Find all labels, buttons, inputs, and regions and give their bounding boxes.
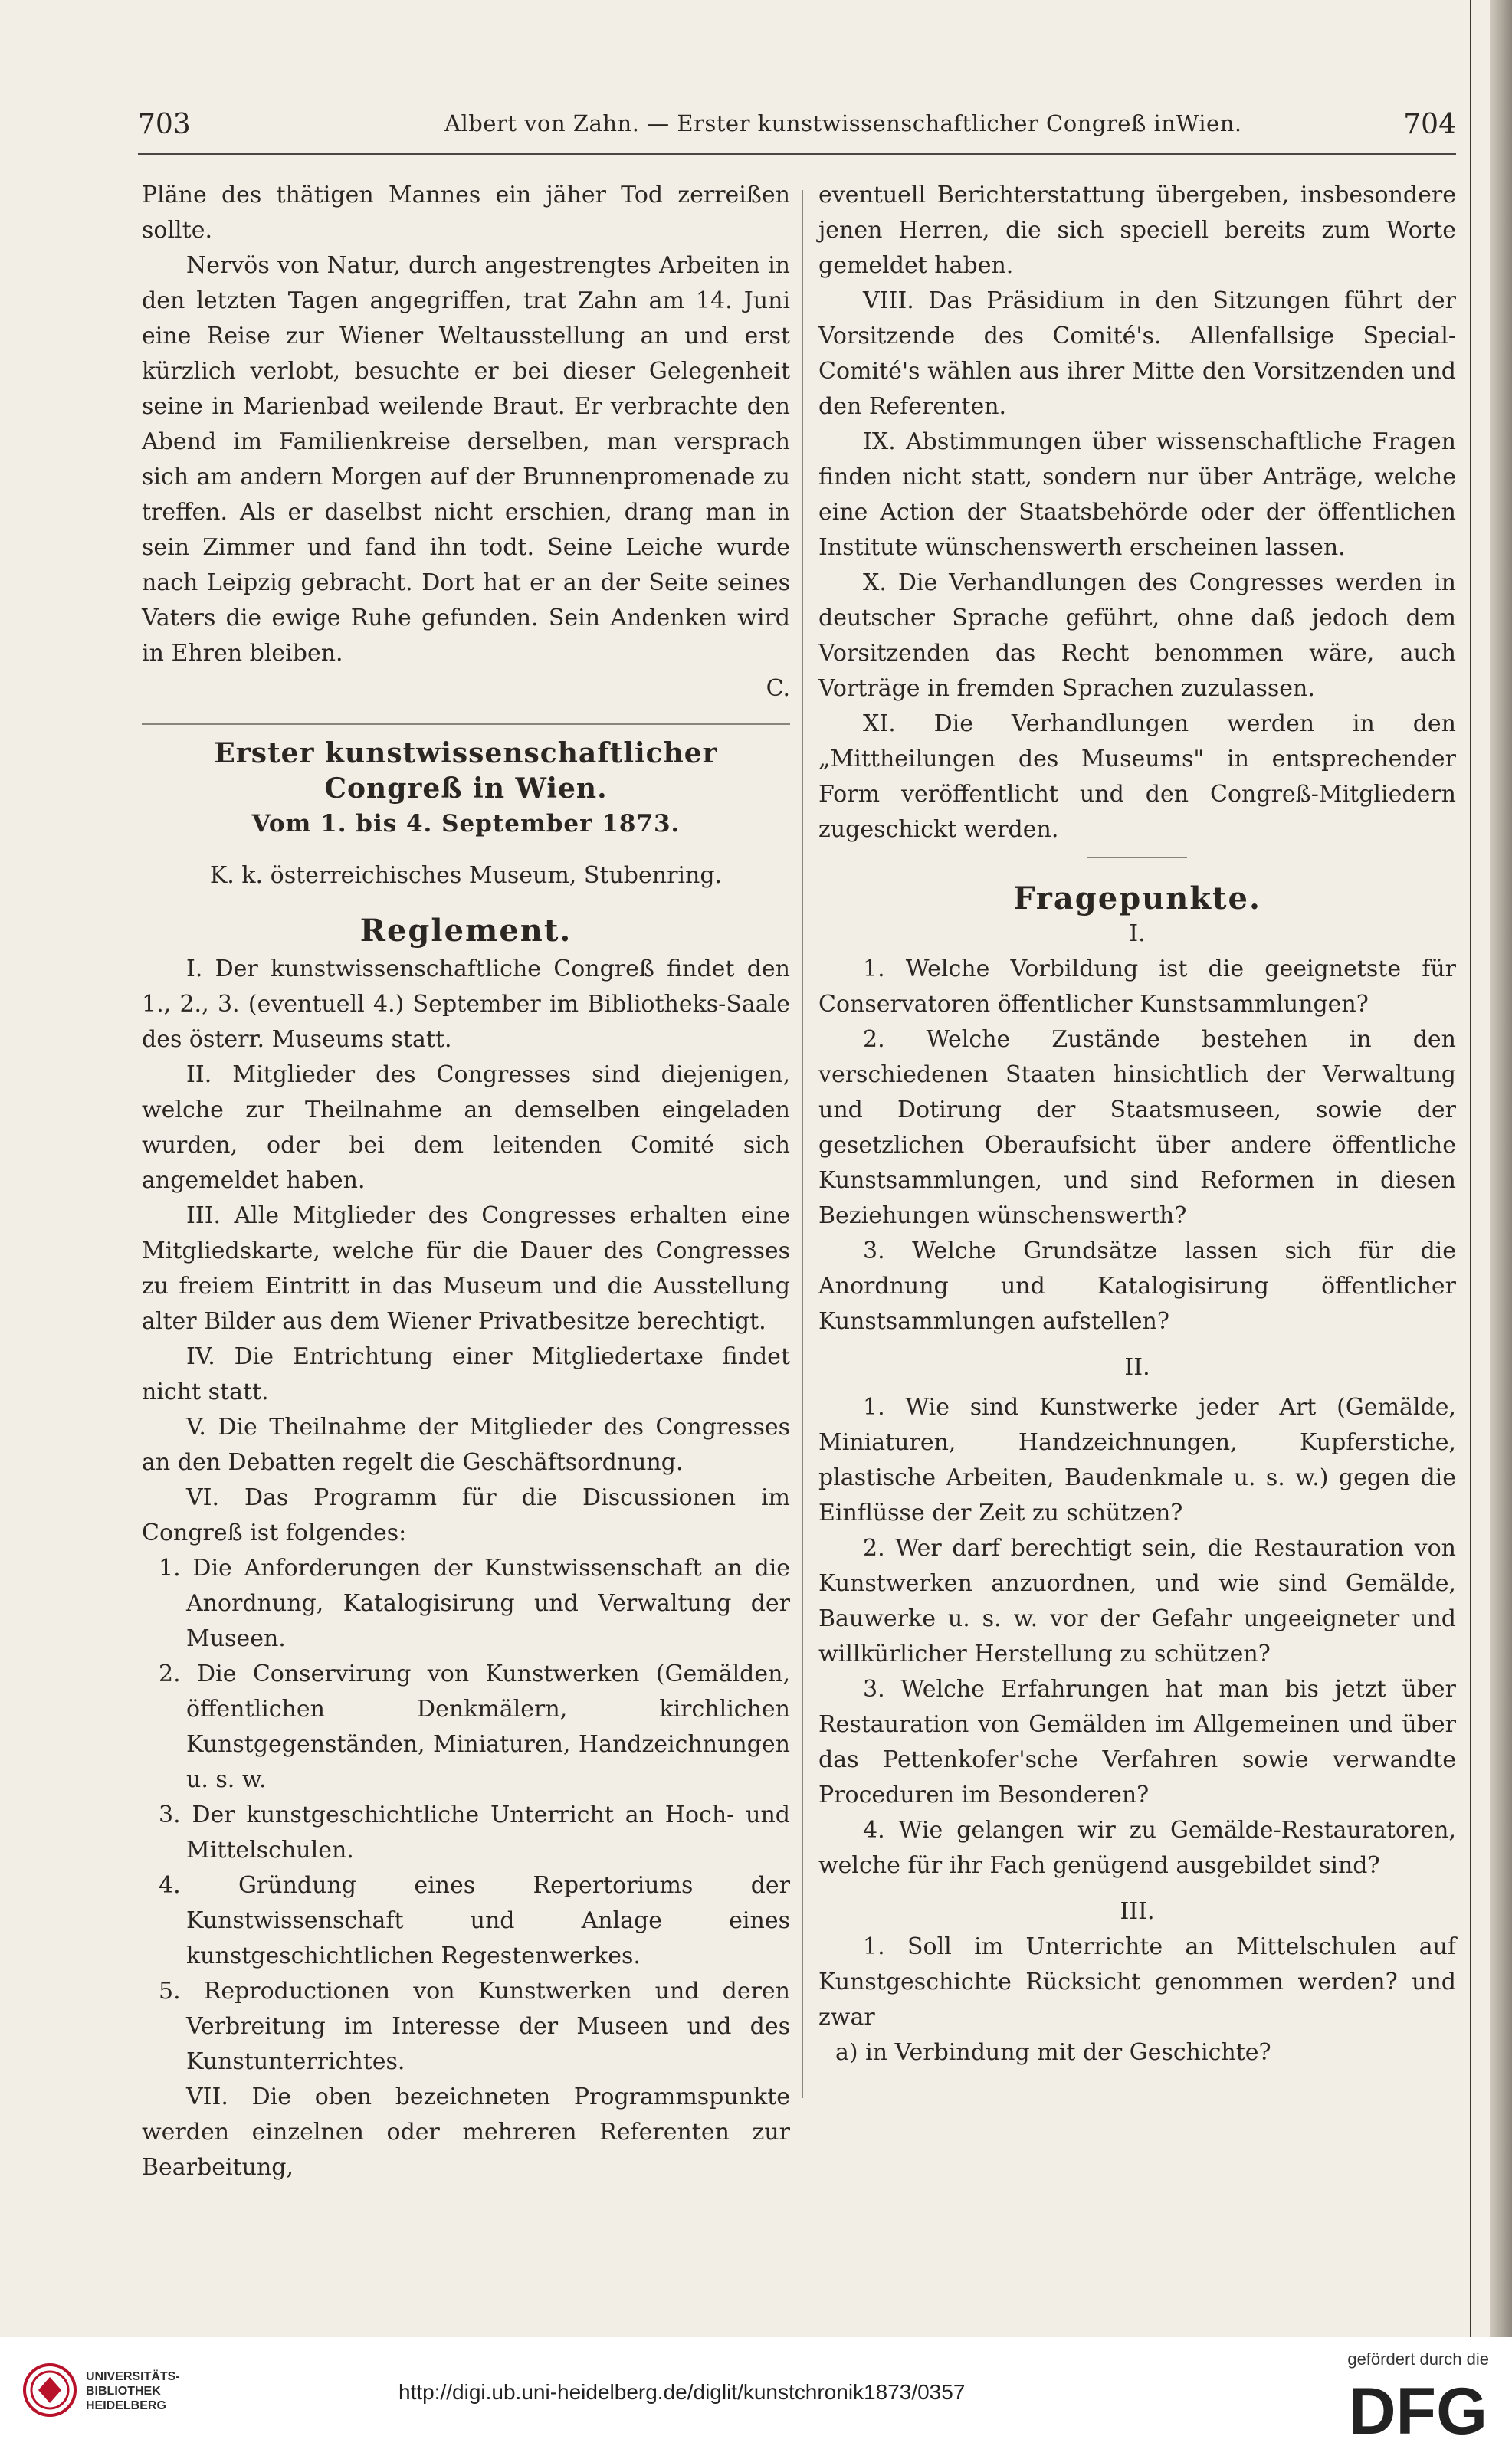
article-10: X. Die Verhandlungen des Congresses werden in deutscher Sprache geführt, ohne daß jedoch dem Vorsitzenden das Recht benommen wäre, auch Vorträge in fremden Sprachen zuzulassen.	[818, 569, 1456, 702]
article-11: XI. Die Verhandlungen werden in den „Mittheilungen des Museums" in entsprechender Form veröffentlicht und den Congreß-Mitgliedern zugeschickt werden.	[818, 710, 1456, 843]
article-3: III. Alle Mitglieder des Congresses erhalten eine Mitgliedskarte, welche für die Dauer des Congresses zu freiem Eintritt in das Museum und die Ausstellung alter Bilder aus dem Wiener Privatbesitze berechtigt.	[142, 1202, 790, 1335]
page-number-left: 703	[138, 109, 191, 140]
article-6: VI. Das Programm für die Discussionen im Congreß ist folgendes:	[142, 1484, 790, 1546]
page-gutter-line	[1470, 0, 1471, 2337]
paragraph: Nervös von Natur, durch angestrengtes Arbeiten in den letzten Tagen angegriffen, trat Zahn am 14. Juni eine Reise zur Wiener Weltausstellung an und erst kürzlich verlobt, besuchte er bei dieser Gelegenheit seine in Marienbad weilende Braut. Er verbrachte den Abend im Familienkreise derselben, man versprach sich am andern Morgen auf der Brunnenpromenade zu treffen. Als er daselbst nicht erschien, drang man in sein Zimmer und fand ihn todt. Seine Leiche wurde nach Leipzig gebracht. Dort hat er an der Seite seines Vaters die ewige Ruhe gefunden. Sein Andenken wird in Ehren bleiben.	[142, 252, 790, 667]
question-sub: a) in Verbindung mit der Geschichte?	[835, 2039, 1271, 2066]
running-head	[138, 109, 1456, 147]
running-title: Albert von Zahn. — Erster kunstwissenschaftlicher Congreß inWien.	[444, 110, 1242, 136]
section-rule	[1087, 857, 1187, 858]
article-7-continued: eventuell Berichterstattung übergeben, insbesondere jenen Herren, die sich speciell bereits zum Worte gemeldet haben.	[818, 182, 1456, 279]
library-name: UNIVERSITÄTS- BIBLIOTHEK HEIDELBERG	[86, 2370, 180, 2412]
reglement-heading: Reglement.	[359, 913, 572, 949]
page-number-right: 704	[1403, 109, 1456, 140]
program-item: 1. Die Anforderungen der Kunstwissenschaft an die Anordnung, Katalogisirung und Verwaltung der Museen.	[159, 1555, 790, 1652]
question: 4. Wie gelangen wir zu Gemälde-Restauratoren, welche für ihr Fach genügend ausgebildet sind?	[818, 1817, 1456, 1879]
paragraph: Pläne des thätigen Mannes ein jäher Tod zerreißen sollte.	[142, 182, 790, 244]
permalink[interactable]: http://digi.ub.uni-heidelberg.de/diglit/kunstchronik1873/0357	[398, 2380, 966, 2404]
article-8: VIII. Das Präsidium in den Sitzungen führt der Vorsitzende des Comité's. Allenfallsige Special-Comité's wählen aus ihrer Mitte den Vorsitzenden und den Referenten.	[818, 287, 1456, 420]
program-item: 5. Reproductionen von Kunstwerken und deren Verbreitung im Interesse der Museen und des Kunstunterrichtes.	[159, 1978, 790, 2075]
question: 1. Soll im Unterrichte an Mittelschulen auf Kunstgeschichte Rücksicht genommen werden? und zwar	[818, 1933, 1456, 2031]
header-rule	[138, 153, 1456, 155]
section-number: II.	[1124, 1354, 1150, 1381]
library-logo	[23, 2359, 184, 2428]
dfg-logo-icon	[1336, 2372, 1489, 2440]
section-number: I.	[1129, 920, 1146, 947]
section-number: III.	[1120, 1898, 1155, 1925]
congress-place: K. k. österreichisches Museum, Stubenring.	[209, 862, 723, 889]
signature: C.	[766, 675, 790, 702]
article-5: V. Die Theilnahme der Mitglieder des Congresses an den Debatten regelt die Geschäftsordnung.	[142, 1414, 790, 1476]
left-column	[142, 178, 790, 2185]
page-edge-shadow	[1490, 0, 1512, 2337]
column-divider	[802, 190, 803, 2098]
question: 3. Welche Erfahrungen hat man bis jetzt über Restauration von Gemälden im Allgemeinen und über das Pettenkofer'sche Verfahren sowie verwandte Proceduren im Besonderen?	[818, 1676, 1456, 1808]
question: 1. Wie sind Kunstwerke jeder Art (Gemälde, Miniaturen, Handzeichnungen, Kupferstiche, plastische Arbeiten, Baudenkmale u. s. w.) gegen die Einflüsse der Zeit zu schützen?	[818, 1394, 1456, 1526]
congress-title: Erster kunstwissenschaftlicher Congreß in Wien.	[214, 737, 718, 805]
fragepunkte-heading: Fragepunkte.	[1013, 880, 1261, 916]
congress-dates: Vom 1. bis 4. September 1873.	[251, 810, 681, 838]
program-item: 3. Der kunstgeschichtliche Unterricht an Hoch- und Mittelschulen.	[159, 1802, 790, 1864]
funder-note: gefördert durch die	[1347, 2349, 1489, 2369]
article-1: I. Der kunstwissenschaftliche Congreß findet den 1., 2., 3. (eventuell 4.) September im Bibliotheks-Saale des österr. Museums statt.	[142, 956, 790, 1053]
section-rule	[142, 723, 790, 725]
program-item: 2. Die Conservirung von Kunstwerken (Gemälden, öffentlichen Denkmälern, kirchlichen Kunstgegenständen, Miniaturen, Handzeichnungen u. s. w.	[159, 1661, 790, 1793]
article-9: IX. Abstimmungen über wissenschaftliche Fragen finden nicht statt, sondern nur über Anträge, welche eine Action der Staatsbehörde oder der öffentlichen Institute wünschenswerth erscheinen lassen.	[818, 428, 1456, 561]
program-item: 4. Gründung eines Repertoriums der Kunstwissenschaft und Anlage eines kunstgeschichtlichen Regestenwerkes.	[159, 1872, 790, 1969]
question: 2. Welche Zustände bestehen in den verschiedenen Staaten hinsichtlich der Verwaltung und Dotirung der Staatsmuseen, sowie der gesetzlichen Oberaufsicht über andere öffentliche Kunstsammlungen, und sind Reformen in diesen Beziehungen wünschenswerth?	[818, 1026, 1456, 1229]
question: 1. Welche Vorbildung ist die geeignetste für Conservatoren öffentlicher Kunstsammlungen?	[818, 956, 1456, 1018]
dfg-logo-text: DFG	[1348, 2375, 1487, 2440]
article-2: II. Mitglieder des Congresses sind diejenigen, welche zur Theilnahme an demselben eingeladen wurden, oder bei dem leitenden Comité sich angemeldet haben.	[142, 1061, 790, 1194]
university-seal-icon	[23, 2363, 77, 2417]
article-4: IV. Die Entrichtung einer Mitgliedertaxe findet nicht statt.	[142, 1343, 790, 1405]
article-7: VII. Die oben bezeichneten Programmspunkte werden einzelnen oder mehreren Referenten zur Bearbeitung,	[142, 2084, 790, 2181]
question: 2. Wer darf berechtigt sein, die Restauration von Kunstwerken anzuordnen, und wie sind Gemälde, Bauwerke u. s. w. vor der Gefahr ungeeigneter und willkürlicher Herstellung zu schützen?	[818, 1535, 1456, 1667]
question: 3. Welche Grundsätze lassen sich für die Anordnung und Katalogisirung öffentlicher Kunstsammlungen aufstellen?	[818, 1238, 1456, 1335]
funder-logo	[1320, 2349, 1489, 2441]
digitization-footer	[0, 2337, 1512, 2446]
right-column	[818, 178, 1456, 2071]
